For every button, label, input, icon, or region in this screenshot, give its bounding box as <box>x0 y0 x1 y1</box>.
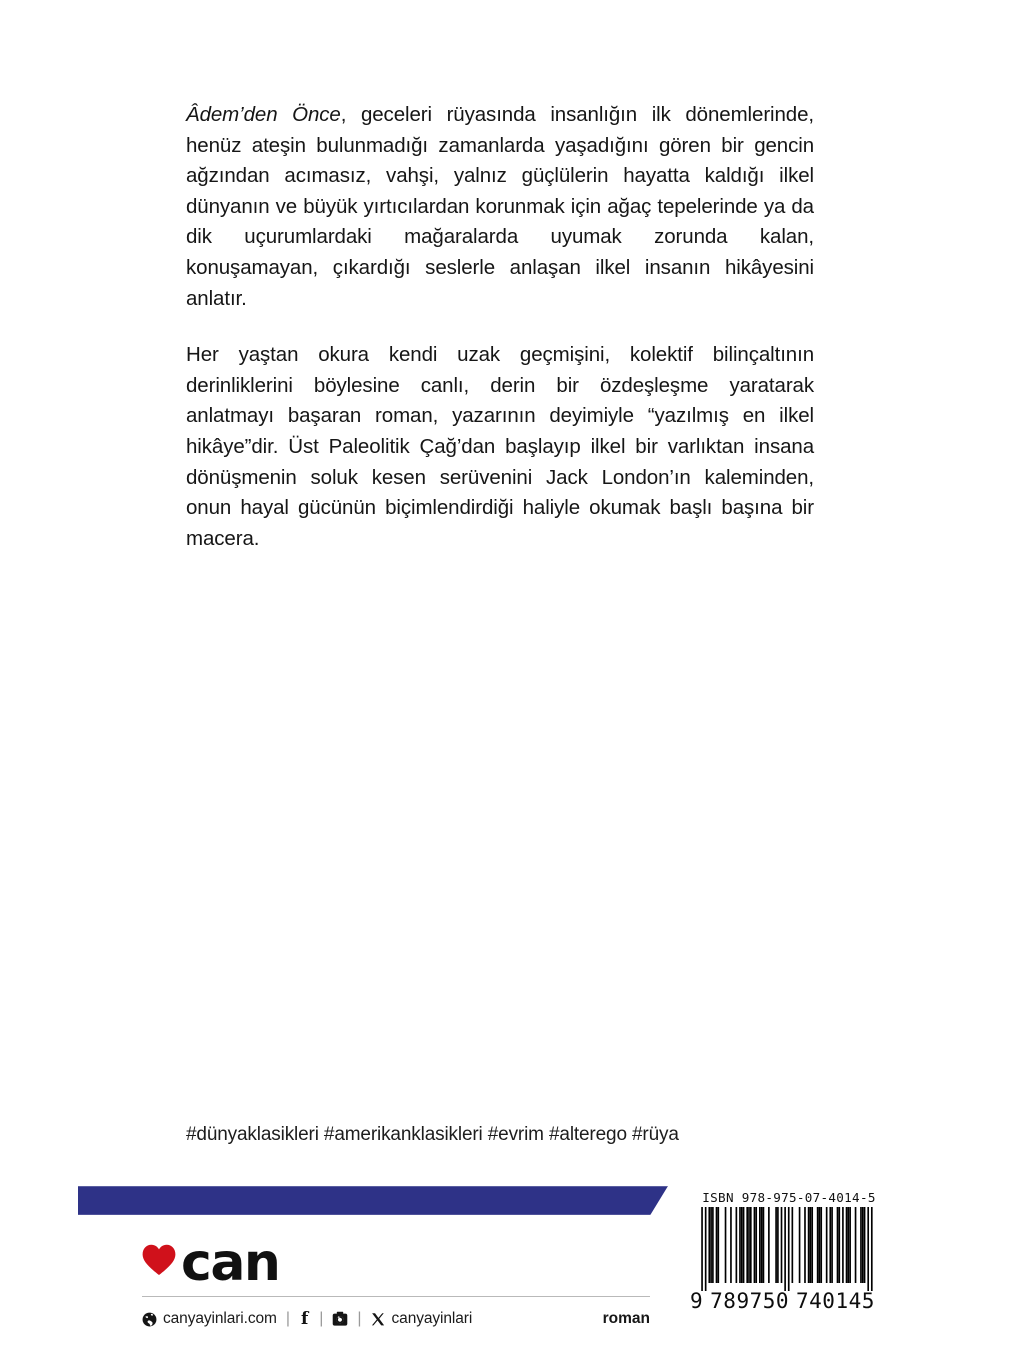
meta-separator-3: | <box>357 1310 362 1327</box>
x-twitter-link[interactable] <box>371 1310 473 1328</box>
heart-icon <box>142 1244 176 1276</box>
publisher-divider <box>142 1296 650 1297</box>
genre-label: roman <box>602 1310 650 1327</box>
meta-separator-2: | <box>319 1310 324 1327</box>
barcode-bars <box>694 1207 880 1291</box>
book-title-italic: Âdem’den Önce <box>186 103 341 126</box>
x-twitter-icon <box>371 1312 386 1327</box>
barcode-block <box>690 1190 884 1313</box>
publisher-wordmark: can <box>181 1233 280 1293</box>
website-link[interactable] <box>142 1310 277 1328</box>
ean-group-1: 789750 <box>710 1289 790 1313</box>
blurb-paragraph-2: Her yaştan okura kendi uzak geçmişini, kolektif bilinçaltının derinliklerini böylesine canlı, derin bir özdeşleşme yaratarak anlatmayı başaran roman, yazarının deyimiyle “yazılmış en ilkel hikâye”dir. Üst Paleolitik Çağ’dan başlayıp ilkel bir varlıktan insana dönüşmenin soluk kesen serüvenini Jack London’ın kaleminden, onun hayal gücünün biçimlendirdiği haliyle okumak başlı başına bir macera. <box>186 343 814 550</box>
globe-icon <box>142 1312 157 1327</box>
ean-lead-digit: 9 <box>690 1289 704 1313</box>
hashtag-list: #dünyaklasikleri #amerikanklasikleri #evrim #alterego #rüya <box>186 1124 679 1145</box>
facebook-icon[interactable]: f <box>301 1308 309 1329</box>
barcode-digits <box>690 1289 884 1313</box>
publisher-meta-row <box>142 1308 650 1330</box>
blue-banner-shape <box>78 1186 668 1215</box>
meta-separator-1: | <box>285 1310 290 1327</box>
blue-banner <box>78 1186 668 1215</box>
back-cover-blurb <box>186 100 814 554</box>
ean-group-2: 740145 <box>796 1289 875 1313</box>
blurb-paragraph-1-rest: , geceleri rüyasında insanlığın ilk dönemlerinde, henüz ateşin bulunmadığı zamanlarda yaşadığını gören bir gencin ağzından acımasız, vahşi, yalnız güçlülerin hayatta kaldığı ilkel dünyanın ve büyük yırtıcılardan korunmak için ağaç tepelerinde ya da dik uçurumlardaki mağaralarda uyumak zorunda kalan, konuşamayan, çıkardığı seslerle anlaşan ilkel insanın hikâyesini anlatır. <box>186 103 814 310</box>
blurb-paragraph-1 <box>186 100 814 314</box>
x-twitter-handle: canyayinlari <box>391 1310 473 1327</box>
website-label: canyayinlari.com <box>163 1310 277 1327</box>
publisher-logo <box>142 1233 652 1293</box>
instagram-icon[interactable] <box>332 1311 348 1327</box>
publisher-block <box>142 1234 652 1330</box>
isbn-text: ISBN 978-975-07-4014-5 <box>702 1190 876 1205</box>
